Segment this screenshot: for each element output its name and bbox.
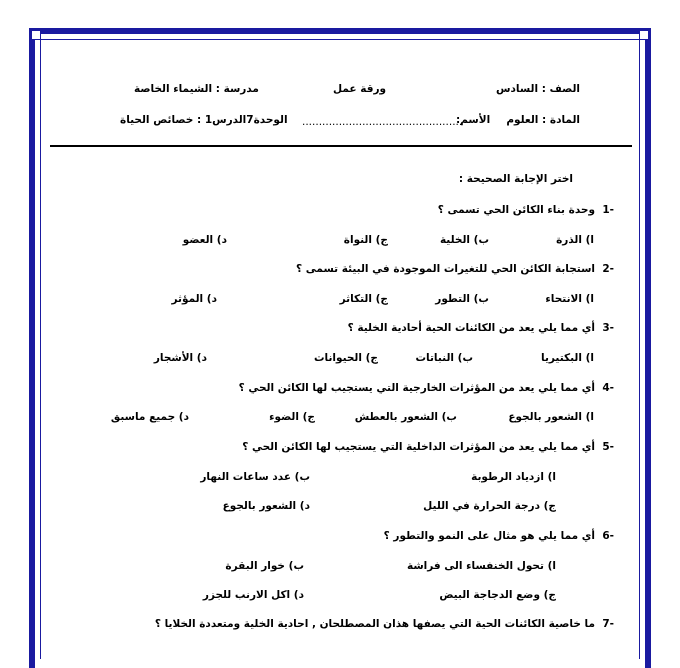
option-b[interactable]: ب) الخلية (439, 234, 489, 246)
option-a[interactable]: ا) الانتحاء (545, 293, 594, 305)
instruction-text: اختر الإجابة الصحيحة : (458, 173, 573, 185)
option-a[interactable]: ا) الشعور بالجوع (508, 411, 594, 423)
name-label: الأسم: (456, 114, 491, 126)
option-b[interactable]: ب) عدد ساعات النهار (200, 471, 310, 483)
option-c[interactable]: ج) وضع الدجاجة البيض (439, 589, 556, 601)
question-text: ما خاصية الكائنات الحية التي يصفها هذان المصطلحان , احادية الخلية ومتعددة الخلايا ؟ (154, 618, 595, 630)
question-text: أي مما يلي يعد من الكائنات الحية أحادية الخلية ؟ (347, 322, 595, 334)
option-c[interactable]: ج) التكاثر (339, 293, 388, 305)
option-d[interactable]: د) اكل الارنب للجزر (202, 589, 304, 601)
option-c[interactable]: ج) الضوء (269, 411, 315, 423)
option-d[interactable]: د) جميع ماسبق (110, 411, 189, 423)
option-d[interactable]: د) الشعور بالجوع (222, 500, 310, 512)
option-c[interactable]: ج) الحيوانات (313, 352, 378, 364)
option-a[interactable]: ا) البكتيريا (541, 352, 594, 364)
option-d[interactable]: د) المؤثر (171, 293, 217, 305)
option-b[interactable]: ب) خوار البقرة (225, 560, 304, 572)
question-text: استجابة الكائن الحي للتغيرات الموجودة في البيئة تسمى ؟ (296, 263, 595, 275)
unit-lesson-label: الوحدة7الدرس1 : خصائص الحياة (120, 114, 288, 126)
question-number: -4 (602, 382, 614, 394)
question-text: أي مما يلي هو مثال على النمو والتطور ؟ (383, 530, 595, 542)
option-b[interactable]: ب) النباتات (415, 352, 473, 364)
question-text: أي مما يلي يعد من المؤثرات الخارجية التي يستجيب لها الكائن الحي ؟ (238, 382, 595, 394)
question-number: -3 (602, 322, 614, 334)
question-text: أي مما يلي يعد من المؤثرات الداخلية التي يستجيب لها الكائن الحي ؟ (242, 441, 595, 453)
question-number: -5 (602, 441, 614, 453)
header-divider (50, 145, 632, 147)
question-text: وحدة بناء الكائن الحي تسمى ؟ (437, 204, 595, 216)
option-a[interactable]: ا) الذرة (556, 234, 594, 246)
option-b[interactable]: ب) الشعور بالعطش (354, 411, 457, 423)
option-a[interactable]: ا) ازدياد الرطوبة (471, 471, 556, 483)
question-number: -2 (602, 263, 614, 275)
option-b[interactable]: ب) التطور (435, 293, 489, 305)
question-number: -1 (602, 204, 614, 216)
option-a[interactable]: ا) تحول الخنفساء الى فراشة (406, 560, 556, 572)
school-name: مدرسة : الشيماء الخاصة (134, 83, 259, 95)
grade-label: الصف : السادس (496, 83, 580, 95)
question-number: -6 (602, 530, 614, 542)
option-d[interactable]: د) الأشجار (153, 352, 207, 364)
option-c[interactable]: ج) درجة الحرارة في الليل (423, 500, 556, 512)
name-field-line[interactable]: ................................................ (302, 116, 463, 128)
option-c[interactable]: ج) النواة (343, 234, 388, 246)
option-d[interactable]: د) العضو (182, 234, 227, 246)
question-number: -7 (602, 618, 614, 630)
subject-label: المادة : العلوم (506, 114, 580, 126)
worksheet-title: ورقة عمل (333, 83, 387, 95)
border-corner (639, 30, 649, 40)
border-corner (31, 30, 41, 40)
